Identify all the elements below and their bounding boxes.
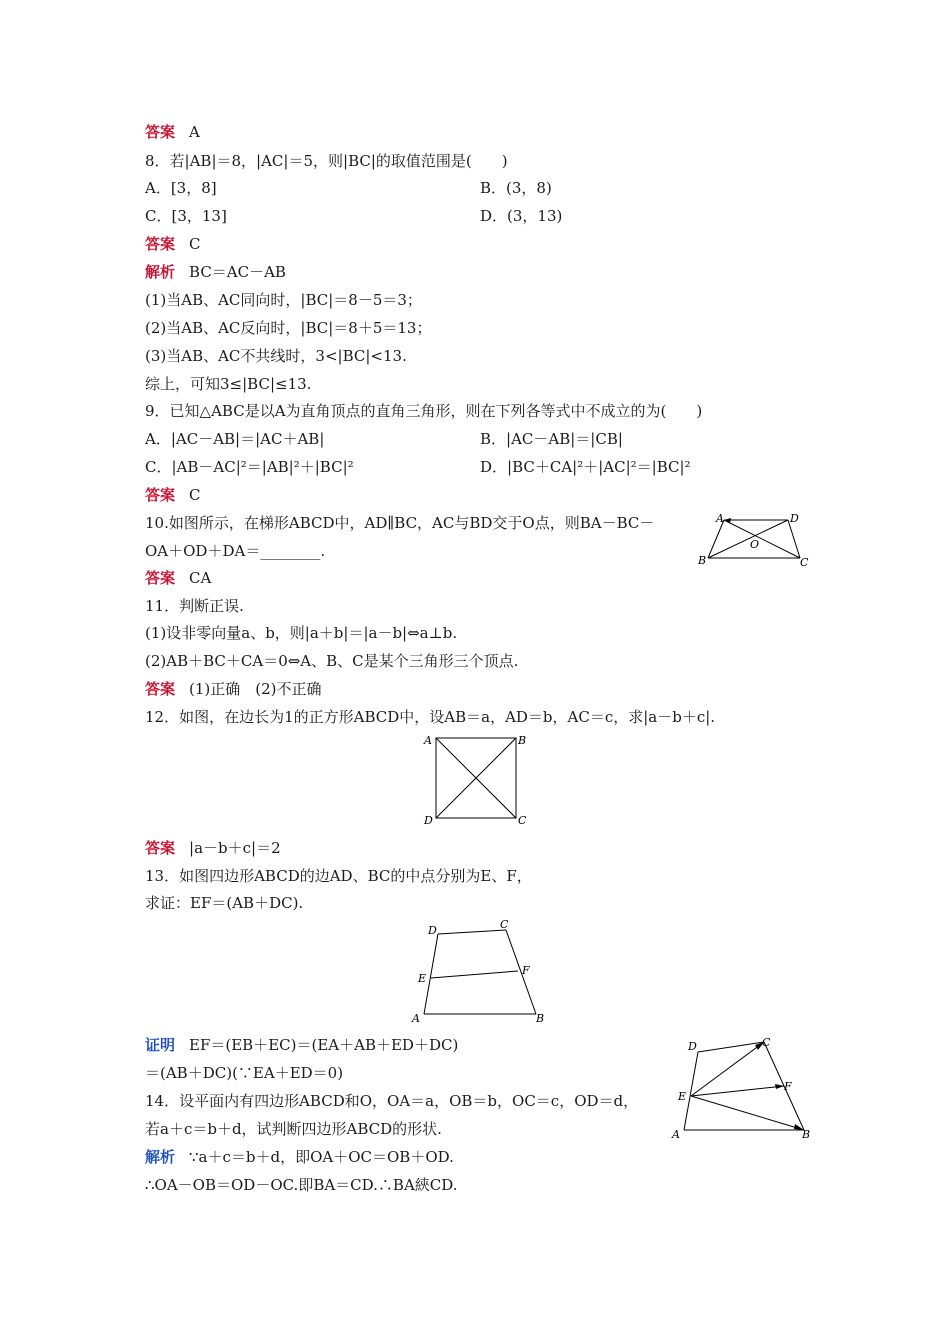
q10-label-c: C	[800, 556, 809, 569]
q9-answer: C	[189, 486, 201, 504]
quadrilateral-figure	[410, 918, 550, 1026]
q14-fig-label-a: A	[672, 1128, 680, 1141]
q7-answer-line	[145, 122, 200, 142]
q13-label-d: D	[428, 924, 437, 937]
q13-label-f: F	[522, 964, 530, 977]
q9-option-b: B．|AC－AB|＝|CB|	[480, 430, 623, 448]
q13-label-c: C	[500, 918, 509, 931]
q13-label-b: B	[536, 1012, 545, 1025]
q13-proof-1: EF＝(EB＋EC)＝(EA＋AB＋ED＋DC)	[189, 1036, 459, 1054]
q12-label-c: C	[518, 814, 527, 827]
q11-item1: (1)设非零向量a、b，则|a＋b|＝|a－b|⇔a⊥b.	[145, 624, 458, 642]
q10-label-o: O	[750, 538, 760, 551]
q12-label-a: A	[424, 734, 432, 747]
q10-answer: CA	[189, 569, 212, 587]
q14-fig-label-e: E	[678, 1090, 687, 1103]
q8-analysis-line	[145, 262, 286, 282]
answer-tag: 答案	[145, 235, 176, 253]
q9-option-a: A．|AC－AB|＝|AC＋AB|	[145, 430, 325, 448]
quadrilateral-vectors-figure	[664, 1030, 814, 1145]
q14-fig-label-d: D	[688, 1040, 697, 1053]
q7-answer: A	[189, 123, 200, 141]
trapezoid-figure	[694, 508, 814, 570]
q8-analysis-4: 综上，可知3≤|BC|≤13.	[145, 375, 312, 393]
q14-analysis-line	[145, 1147, 454, 1167]
q10-label-a: A	[716, 512, 724, 525]
q12-stem: 12．如图，在边长为1的正方形ABCD中，设AB＝a，AD＝b，AC＝c，求|a－b＋c|.	[145, 708, 716, 726]
q13-label-a: A	[412, 1012, 420, 1025]
q8-option-b: B．(3，8)	[480, 179, 552, 197]
q14-fig-label-c: C	[762, 1036, 771, 1049]
q8-answer-line	[145, 234, 201, 254]
q8-option-a: A．[3，8]	[145, 179, 217, 197]
q8-option-d: D．(3，13)	[480, 207, 563, 225]
q10-stem-line1: 10.如图所示，在梯形ABCD中，AD∥BC，AC与BD交于O点，则BA－BC－	[145, 514, 655, 532]
q12-label-d: D	[424, 814, 433, 827]
q9-option-c: C．|AB－AC|²＝|AB|²＋|BC|²	[145, 458, 354, 476]
q11-answer-line	[145, 679, 322, 699]
q14-stem-line1: 14．设平面内有四边形ABCD和O，OA＝a，OB＝b，OC＝c，OD＝d，	[145, 1092, 639, 1110]
analysis-tag: 解析	[145, 1148, 176, 1166]
answer-tag: 答案	[145, 680, 176, 698]
q9-option-d: D．|BC＋CA|²＋|AC|²＝|BC|²	[480, 458, 691, 476]
square-figure	[420, 730, 532, 828]
q11-item2: (2)AB＋BC＋CA＝0⇔A、B、C是某个三角形三个顶点.	[145, 652, 519, 670]
q12-label-b: B	[518, 734, 527, 747]
answer-tag: 答案	[145, 486, 176, 504]
q12-answer-line	[145, 838, 281, 858]
q9-stem: 9．已知△ABC是以A为直角顶点的直角三角形，则在下列各等式中不成立的为( )	[145, 402, 703, 420]
q10-answer-line	[145, 568, 211, 588]
q8-analysis-3: (3)当AB、AC不共线时，3<|BC|<13.	[145, 347, 407, 365]
q14-stem-line2: 若a＋c＝b＋d，试判断四边形ABCD的形状.	[145, 1120, 442, 1138]
q8-stem: 8．若|AB|＝8，|AC|＝5，则|BC|的取值范围是( )	[145, 152, 508, 170]
q14-fig-label-b: B	[802, 1128, 811, 1141]
q8-answer: C	[189, 235, 201, 253]
q14-analysis-2: ∴OA－OB＝OD－OC.即BA＝CD.∴BA綊CD.	[145, 1176, 458, 1194]
q13-proof-2: ＝(AB＋DC)(∵EA＋ED＝0)	[145, 1064, 344, 1082]
q11-stem: 11．判断正误.	[145, 597, 244, 615]
q8-option-c: C．[3，13]	[145, 207, 227, 225]
q13-stem-line2: 求证：EF＝(AB＋DC).	[145, 894, 304, 912]
q11-answer: (1)正确 (2)不正确	[189, 680, 322, 698]
q14-fig-label-f: F	[784, 1080, 792, 1093]
q10-label-b: B	[698, 554, 707, 567]
q8-analysis-2: (2)当AB、AC反向时，|BC|＝8＋5＝13；	[145, 319, 432, 337]
answer-tag: 答案	[145, 839, 176, 857]
q8-analysis-1: (1)当AB、AC同向时，|BC|＝8－5＝3；	[145, 291, 422, 309]
q12-answer: |a－b＋c|＝2	[189, 839, 281, 857]
answer-tag: 答案	[145, 123, 176, 141]
q13-stem-line1: 13．如图四边形ABCD的边AD、BC的中点分别为E、F，	[145, 867, 532, 885]
answer-tag: 答案	[145, 569, 176, 587]
q10-label-d: D	[790, 512, 799, 525]
q9-answer-line	[145, 485, 201, 505]
q10-stem-line2: OA＋OD＋DA＝________.	[145, 542, 326, 560]
analysis-tag: 解析	[145, 263, 176, 281]
q13-proof-line	[145, 1035, 458, 1055]
proof-tag: 证明	[145, 1036, 176, 1054]
q14-analysis-1: ∵a＋c＝b＋d，即OA＋OC＝OB＋OD.	[189, 1148, 454, 1166]
q13-label-e: E	[418, 972, 427, 985]
q8-analysis-0: BC＝AC－AB	[189, 263, 286, 281]
